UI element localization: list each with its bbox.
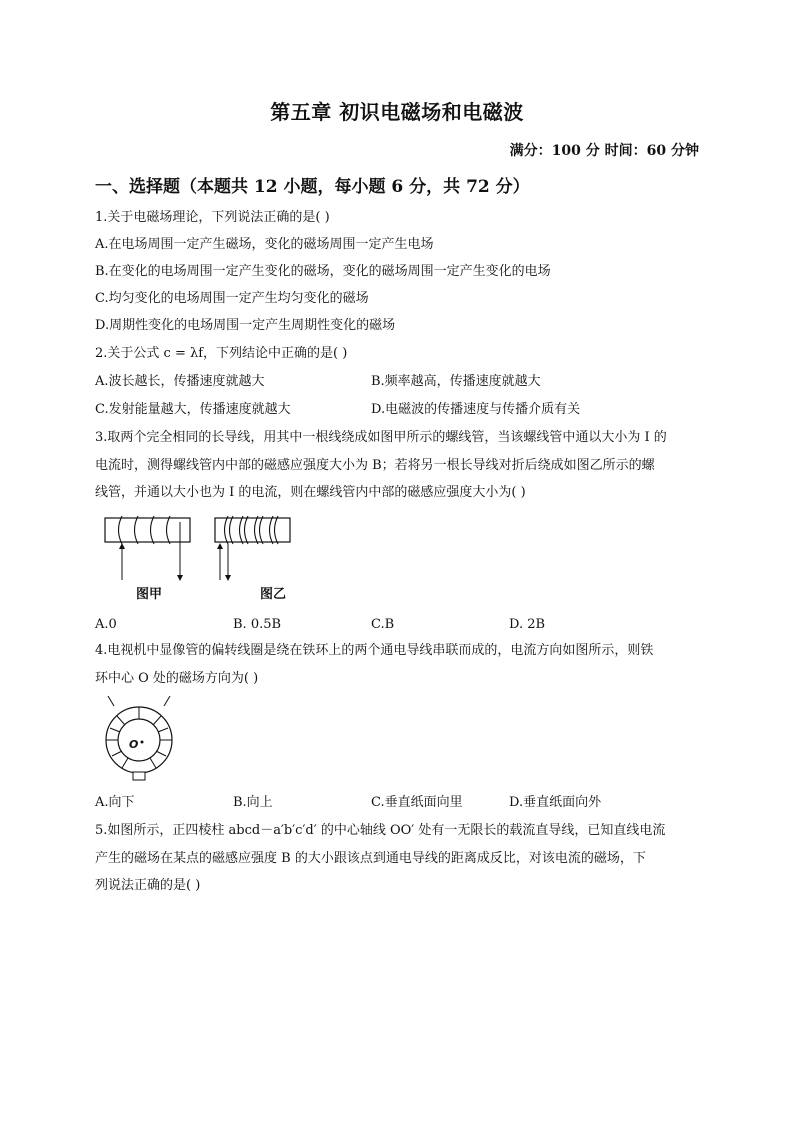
- q1-option-c: C.均匀变化的电场周围一定产生均匀变化的磁场: [95, 291, 369, 306]
- q3-stem-line-1: 3.取两个完全相同的长导线，用其中一根线绕成如图甲所示的螺线管，当该螺线管中通以大小为 I 的: [95, 430, 667, 445]
- q4-option-d: D.垂直纸面向外: [509, 795, 602, 810]
- q4-option-c: C.垂直纸面向里: [371, 795, 463, 810]
- q3-option-d: D. 2B: [509, 617, 546, 632]
- q2-stem: 2.关于公式 c = λf，下列结论中正确的是( ): [95, 346, 348, 361]
- q2-option-c: C.发射能量越大，传播速度就越大: [95, 402, 291, 417]
- q1-option-a: A.在电场周围一定产生磁场，变化的磁场周围一定产生电场: [95, 237, 434, 252]
- solenoid-figures: [100, 510, 300, 605]
- q1-option-d: D.周期性变化的电场周围一定产生周期性变化的磁场: [95, 318, 396, 333]
- exam-meta: 满分：100 分 时间：60 分钟: [509, 143, 699, 159]
- solenoid-a-figure: [105, 516, 190, 580]
- q4-option-b: B.向上: [233, 795, 273, 810]
- figure-a-label: 图甲: [136, 587, 163, 602]
- q1-stem: 1.关于电磁场理论，下列说法正确的是( ): [95, 210, 330, 225]
- q3-stem-line-2: 电流时，测得螺线管内中部的磁感应强度大小为 B；若将另一根长导线对折后绕成如图乙所示的螺: [95, 458, 655, 473]
- q3-option-c: C.B: [371, 617, 395, 632]
- figure-b-label: 图乙: [260, 587, 287, 602]
- q4-stem-line-2: 环中心 O 处的磁场方向为( ): [95, 671, 259, 686]
- q3-option-b: B. 0.5B: [233, 617, 282, 632]
- q2-option-a: A.波长越长，传播速度就越大: [95, 374, 265, 389]
- section-heading: 一、选择题（本题共 12 小题，每小题 6 分，共 72 分）: [95, 177, 530, 197]
- solenoid-b-figure: [215, 516, 290, 580]
- q3-stem-line-3: 线管，并通以大小也为 I 的电流，则在螺线管内中部的磁感应强度大小为( ): [95, 485, 526, 500]
- page-title: 第五章 初识电磁场和电磁波: [270, 100, 524, 124]
- q1-option-b: B.在变化的电场周围一定产生变化的磁场，变化的磁场周围一定产生变化的电场: [95, 264, 551, 279]
- q4-option-a: A.向下: [95, 795, 135, 810]
- q3-option-a: A.0: [95, 617, 117, 632]
- q5-stem-line-1: 5.如图所示，正四棱柱 abcd－a′b′c′d′ 的中心轴线 OO′ 处有一无限长的载流直导线，已知直线电流: [95, 823, 666, 838]
- toroid-figure: [100, 696, 178, 784]
- center-o-label: O: [129, 738, 139, 751]
- q4-stem-line-1: 4.电视机中显像管的偏转线圈是绕在铁环上的两个通电导线串联而成的，电流方向如图所示，则铁: [95, 643, 654, 658]
- q5-stem-line-3: 列说法正确的是( ): [95, 878, 201, 893]
- q5-stem-line-2: 产生的磁场在某点的磁感应强度 B 的大小跟该点到通电导线的距离成反比，对该电流的磁场，下: [95, 851, 646, 866]
- q2-option-b: B.频率越高，传播速度就越大: [371, 374, 541, 389]
- q2-option-d: D.电磁波的传播速度与传播介质有关: [371, 402, 581, 417]
